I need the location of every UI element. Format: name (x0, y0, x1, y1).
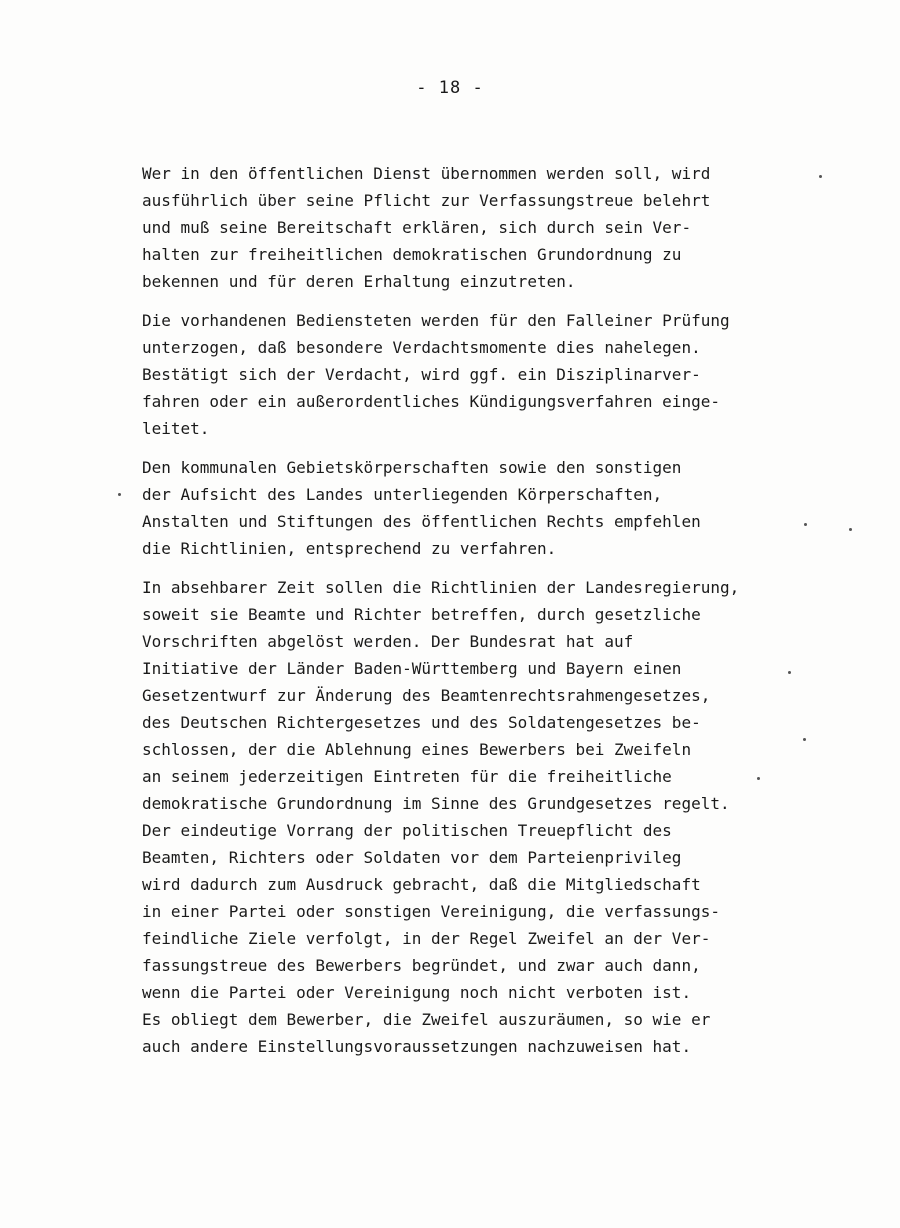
text-line: auch andere Einstellungsvoraussetzungen nachzuweisen hat. (142, 1037, 692, 1056)
text-line: feindliche Ziele verfolgt, in der Regel Zweifel an der Ver- (142, 929, 711, 948)
text-line: Der eindeutige Vorrang der politischen Treuepflicht des (142, 821, 672, 840)
text-line: und muß seine Bereitschaft erklären, sich durch sein Ver- (142, 218, 692, 237)
page-number: - 18 - (416, 78, 484, 98)
body-text (142, 160, 832, 1072)
text-line: ausführlich über seine Pflicht zur Verfassungstreue belehrt (142, 191, 711, 210)
text-line: fahren oder ein außerordentliches Kündigungsverfahren einge- (142, 392, 720, 411)
scan-speck (804, 523, 807, 526)
text-line: fassungstreue des Bewerbers begründet, und zwar auch dann, (142, 956, 701, 975)
text-line: halten zur freiheitlichen demokratischen Grundordnung zu (142, 245, 682, 264)
paragraph (142, 574, 832, 1060)
text-line: Bestätigt sich der Verdacht, wird ggf. ein Disziplinarver- (142, 365, 701, 384)
text-line: schlossen, der die Ablehnung eines Bewerbers bei Zweifeln (142, 740, 692, 759)
text-line: bekennen und für deren Erhaltung einzutreten. (142, 272, 576, 291)
text-line: die Richtlinien, entsprechend zu verfahren. (142, 539, 557, 558)
paragraph (142, 454, 832, 562)
text-line: In absehbarer Zeit sollen die Richtlinien der Landesregierung, (142, 578, 740, 597)
text-line: Beamten, Richters oder Soldaten vor dem Parteienprivileg (142, 848, 682, 867)
text-line: Es obliegt dem Bewerber, die Zweifel auszuräumen, so wie er (142, 1010, 711, 1029)
text-line: an seinem jederzeitigen Eintreten für die freiheitliche (142, 767, 672, 786)
text-line: demokratische Grundordnung im Sinne des Grundgesetzes regelt. (142, 794, 730, 813)
text-line: der Aufsicht des Landes unterliegenden Körperschaften, (142, 485, 663, 504)
text-line: unterzogen, daß besondere Verdachtsmomente dies nahelegen. (142, 338, 701, 357)
scan-speck (803, 738, 806, 741)
text-line: Den kommunalen Gebietskörperschaften sowie den sonstigen (142, 458, 682, 477)
text-line: wird dadurch zum Ausdruck gebracht, daß die Mitgliedschaft (142, 875, 701, 894)
text-line: Anstalten und Stiftungen des öffentlichen Rechts empfehlen (142, 512, 701, 531)
scan-speck (118, 493, 121, 496)
scan-speck (788, 671, 791, 674)
text-line: Gesetzentwurf zur Änderung des Beamtenrechtsrahmengesetzes, (142, 686, 711, 705)
text-line: in einer Partei oder sonstigen Vereinigung, die verfassungs- (142, 902, 720, 921)
text-line: Die vorhandenen Bediensteten werden für den Falleiner Prüfung (142, 311, 730, 330)
paragraph (142, 160, 832, 295)
text-line: leitet. (142, 419, 210, 438)
text-line: soweit sie Beamte und Richter betreffen, durch gesetzliche (142, 605, 701, 624)
scan-speck (757, 777, 760, 780)
text-line: Vorschriften abgelöst werden. Der Bundesrat hat auf (142, 632, 634, 651)
text-line: des Deutschen Richtergesetzes und des Soldatengesetzes be- (142, 713, 701, 732)
scan-speck (819, 175, 822, 178)
text-line: Initiative der Länder Baden-Württemberg und Bayern einen (142, 659, 682, 678)
paragraph (142, 307, 832, 442)
text-line: Wer in den öffentlichen Dienst übernommen werden soll, wird (142, 164, 711, 183)
scan-speck (849, 528, 852, 531)
text-line: wenn die Partei oder Vereinigung noch nicht verboten ist. (142, 983, 692, 1002)
